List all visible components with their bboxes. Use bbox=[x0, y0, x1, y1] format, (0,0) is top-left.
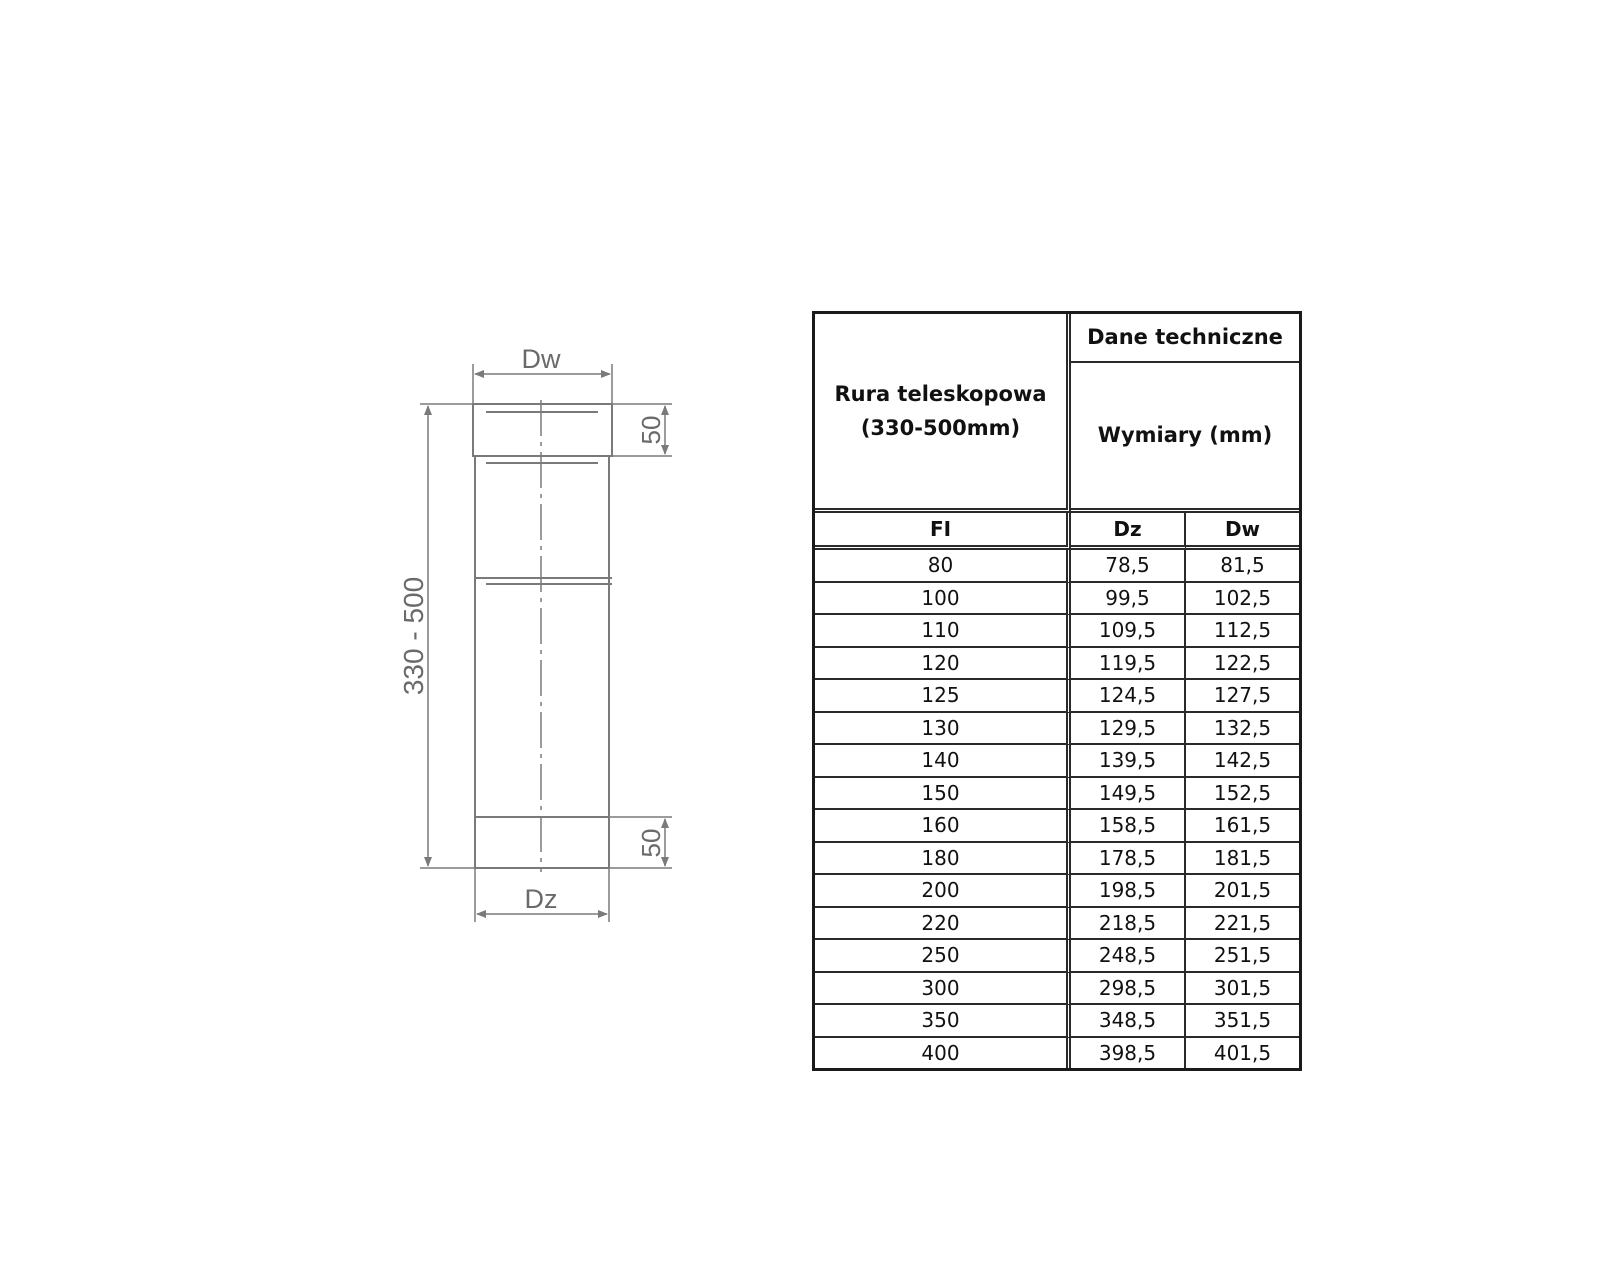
dz-label: Dz bbox=[524, 884, 558, 914]
cell-dw: 401,5 bbox=[1213, 1040, 1272, 1065]
group-header: Dane techniczne bbox=[1071, 314, 1299, 363]
cell-fi: 150 bbox=[815, 778, 1071, 811]
cell-dw: 102,5 bbox=[1186, 583, 1299, 616]
cell-dz: 119,5 bbox=[1071, 648, 1186, 681]
product-title-line1: Rura teleskopowa bbox=[834, 382, 1047, 406]
cell-dw: 251,5 bbox=[1186, 940, 1299, 973]
cell-fi: 250 bbox=[815, 940, 1071, 973]
dw-label: Dw bbox=[521, 344, 561, 374]
cell-dz: 129,5 bbox=[1071, 713, 1186, 746]
column-header-dw: Dw bbox=[1186, 513, 1299, 550]
column-header-fi: FI bbox=[815, 513, 1071, 550]
cell-fi: 400 bbox=[815, 1038, 1071, 1069]
cell-fi: 125 bbox=[815, 680, 1071, 713]
cell-dw: 132,5 bbox=[1186, 713, 1299, 746]
product-title-line2: (330-500mm) bbox=[860, 416, 1021, 440]
column-header-dz: Dz bbox=[1071, 513, 1186, 550]
cell-dw: 127,5 bbox=[1186, 680, 1299, 713]
cell-dw: 122,5 bbox=[1186, 648, 1299, 681]
cell-fi: 160 bbox=[815, 810, 1071, 843]
cell-dw: 351,5 bbox=[1186, 1005, 1299, 1038]
subgroup-header: Wymiary (mm) bbox=[1071, 363, 1299, 513]
table-row bbox=[815, 615, 1299, 648]
cell-dz: 78,5 bbox=[1071, 550, 1186, 583]
cell-dz: 109,5 bbox=[1071, 615, 1186, 648]
table-row bbox=[815, 940, 1299, 973]
cell-fi: 110 bbox=[815, 615, 1071, 648]
table-row bbox=[815, 680, 1299, 713]
cell-fi: 180 bbox=[815, 843, 1071, 876]
table-row bbox=[815, 1038, 1299, 1069]
cell-fi: 350 bbox=[815, 1005, 1071, 1038]
table-row bbox=[815, 745, 1299, 778]
cell-dz: 178,5 bbox=[1071, 843, 1186, 876]
cell-dz: 124,5 bbox=[1071, 680, 1186, 713]
cell-fi: 300 bbox=[815, 973, 1071, 1006]
length-label: 330 - 500 bbox=[398, 576, 429, 696]
table-row bbox=[815, 875, 1299, 908]
table-row bbox=[815, 778, 1299, 811]
cell-fi: 80 bbox=[815, 550, 1071, 583]
cell-dz: 198,5 bbox=[1071, 875, 1186, 908]
cell-fi: 120 bbox=[815, 648, 1071, 681]
pipe-technical-drawing bbox=[0, 0, 760, 1280]
cell-dz: 298,5 bbox=[1071, 973, 1186, 1006]
bottom-socket-length-label: 50 bbox=[636, 828, 666, 858]
cell-dw: 181,5 bbox=[1186, 843, 1299, 876]
table-row bbox=[815, 908, 1299, 941]
cell-dw: 221,5 bbox=[1186, 908, 1299, 941]
product-title-cell bbox=[815, 314, 1071, 513]
cell-dz: 99,5 bbox=[1071, 583, 1186, 616]
cell-fi: 220 bbox=[815, 908, 1071, 941]
cell-dz: 139,5 bbox=[1071, 745, 1186, 778]
table-row bbox=[815, 648, 1299, 681]
cell-fi: 200 bbox=[815, 875, 1071, 908]
cell-fi: 130 bbox=[815, 713, 1071, 746]
cell-dw: 201,5 bbox=[1186, 875, 1299, 908]
cell-dw: 112,5 bbox=[1186, 615, 1299, 648]
cell-dw: 152,5 bbox=[1186, 778, 1299, 811]
cell-dw: 301,5 bbox=[1186, 973, 1299, 1006]
cell-dw: 161,5 bbox=[1186, 810, 1299, 843]
cell-fi: 100 bbox=[815, 583, 1071, 616]
cell-dz: 248,5 bbox=[1071, 940, 1186, 973]
table-row bbox=[815, 973, 1299, 1006]
table-row bbox=[815, 550, 1299, 583]
table-row bbox=[815, 810, 1299, 843]
cell-dw: 142,5 bbox=[1186, 745, 1299, 778]
technical-data-table bbox=[812, 311, 1302, 1071]
cell-dz: 398,5 bbox=[1071, 1038, 1186, 1069]
cell-dw: 81,5 bbox=[1186, 550, 1299, 583]
cell-dz: 348,5 bbox=[1071, 1005, 1186, 1038]
cell-fi: 140 bbox=[815, 745, 1071, 778]
table-row bbox=[815, 1005, 1299, 1038]
table-row bbox=[815, 843, 1299, 876]
top-socket-length-label: 50 bbox=[636, 415, 666, 445]
cell-dz: 158,5 bbox=[1071, 810, 1186, 843]
cell-dz: 149,5 bbox=[1071, 778, 1186, 811]
table-row bbox=[815, 713, 1299, 746]
cell-dz: 218,5 bbox=[1071, 908, 1186, 941]
table-row bbox=[815, 583, 1299, 616]
